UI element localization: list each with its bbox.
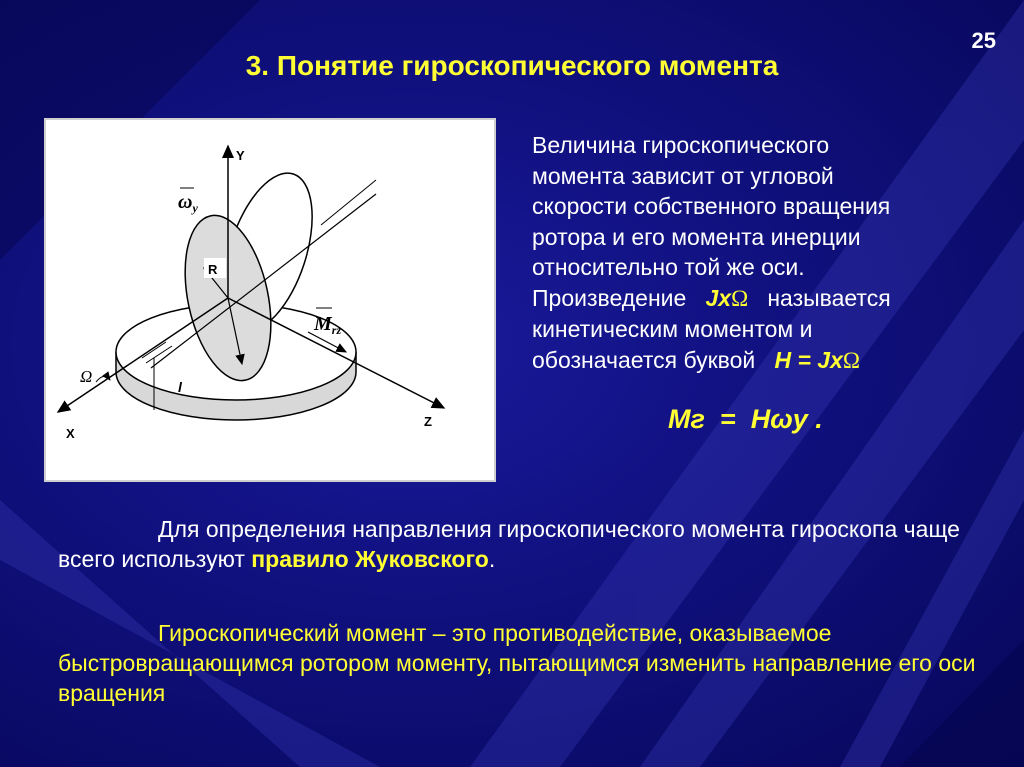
description-text-span: называется [767,284,891,311]
formula-period: . [815,404,823,434]
z-axis-label: Z [424,414,432,429]
omega-y-label: $\omega_y$ [178,191,198,215]
description-text-span: Произведение [532,284,687,311]
description-line: скорости собственного вращения [532,193,891,219]
gyroscope-diagram [44,118,496,482]
paragraph-end: . [488,546,496,572]
slide-number: 25 [971,28,996,53]
x-axis-label: X [66,426,75,441]
l-label: l [178,379,182,395]
slide-title: 3. Понятие гироскопического момента [245,50,779,81]
omega-symbol: Ω [842,347,860,373]
zhukovsky-rule: правило Жуковского [251,546,489,572]
paragraph-text: Для определения направления гироскопического момента гироскопа чаще всего используют [58,516,960,572]
description-line: момента зависит от угловой [532,162,834,189]
formula-h: H = Jx [774,346,843,373]
paragraph-rule [58,514,998,574]
formula-equals: = [719,404,736,434]
formula-jx: Jx [705,284,732,311]
y-axis-label: Y [236,148,245,163]
formula-right: Hωy [750,404,808,434]
description-text-span: обозначается буквой [532,346,756,373]
description-text [532,130,1002,376]
r-label: R [208,262,218,277]
description-line: кинетическим моментом и [532,316,813,342]
description-line: ротора и его момента инерции [532,223,861,250]
m-label: $M_{rz}$ [314,313,342,337]
omega-symbol: Ω [731,285,749,311]
big-omega-label: Ω [80,367,93,386]
formula-left: Mг [668,404,705,434]
spin-axis-hatch [321,180,376,225]
description-line [532,283,1002,315]
definition-text: Гироскопический момент – это противодействие, оказываемое быстровращающимся ротором моменту, пытающимся изменить направление его оси вращения [58,620,976,706]
description-line [532,345,1002,377]
main-formula [668,404,823,435]
description-line: Величина гироскопического [532,132,830,158]
description-line: относительно той же оси. [532,254,805,280]
paragraph-definition [58,618,998,708]
